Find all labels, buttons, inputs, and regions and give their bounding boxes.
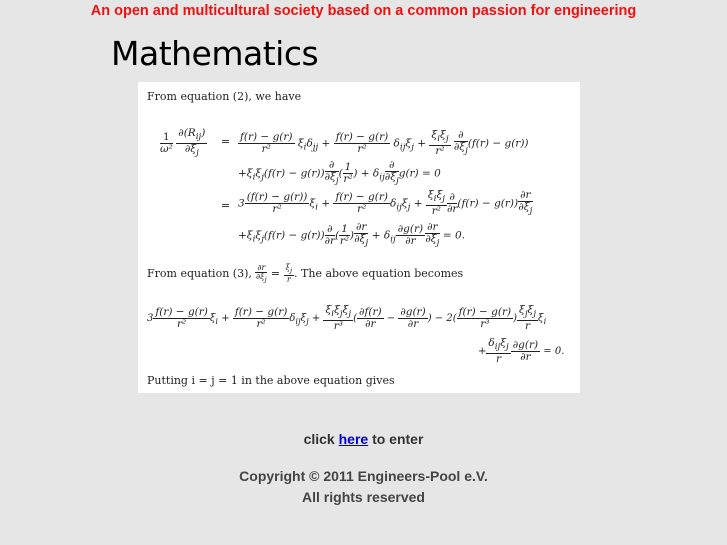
- copyright-text: Copyright © 2011 Engineers-Pool e.V.: [239, 468, 488, 484]
- enter-suffix: to enter: [372, 431, 424, 447]
- math-image-panel: [138, 82, 580, 393]
- eq1-rhs-2: $+\xi_i\xi_j(f(r) - g(r))$ $\frac{\partial}{\partial\xi_j}$ ( $\frac{1}{\text{r²}}$ ) + $\delta_{ij}$ $\frac{\partial}{\partial\xi_j}$ g(r) = 0: [238, 159, 441, 187]
- eq2-line-1: 3 $\frac{f(r) - g(r)}{\text{r²}}$ $\xi_i$ + $\frac{f(r) - g(r)}{\text{r²}}$ $\delta_{ij}\xi_j$ + $\frac{\xi_i\xi_j\xi_j}{\text{r³}}$ ( $\frac{\partial f(r)}{\partial r}$ − $\frac{\partial g(r)}{\partial r}$ ) − 2( $\frac{f(r) - g(r)}{\text{r³}}$ ) $\frac{\xi_j\xi_j}{r}$ $\xi_i$: [147, 304, 547, 333]
- eq1-rhs-4: $+\xi_i\xi_j(f(r) - g(r))$ $\frac{\partial}{\partial r}$ ( $\frac{1}{\text{r²}}$ ) $\frac{\partial r}{\partial\xi_j}$ + $\delta_{ij}$ $\frac{\partial g(r)}{\partial r}$ $\frac{\partial r}{\partial\xi_j}$ = 0.: [238, 221, 466, 249]
- math-text-line-3: Putting i = j = 1 in the above equation gives: [147, 374, 395, 387]
- eq1-rhs-3: 3 $\frac{(f(r) - g(r))}{\text{r²}}$ $\xi_i$ + $\frac{f(r) - g(r)}{\text{r²}}$ $\delta_{ij}\xi_j$ + $\frac{\xi_i\xi_j}{\text{r²}}$ $\frac{\partial}{\partial r}$ (f(r) − g(r)) $\frac{\partial r}{\partial\xi_j}$: [238, 189, 533, 218]
- eq2-line-2: + $\frac{\delta_{ij}\xi_j}{r}$ $\frac{\partial g(r)}{\partial r}$ = 0.: [478, 337, 565, 366]
- math-text-line-1: From equation (2), we have: [147, 90, 302, 103]
- enter-link[interactable]: here: [338, 431, 369, 447]
- page-title: Mathematics: [111, 34, 319, 73]
- math-text-line-2: From equation (3), $\frac{\partial r}{\partial\xi_j}$ = $\frac{\xi_j}{r}$ . The above equation becomes: [147, 263, 464, 284]
- eq1-rhs-1: $\frac{f(r) - g(r)}{\text{r²}}$ $\xi_i\delta_{jj}$ + $\frac{f(r) - g(r)}{\text{r²}}$ $\delta_{ij}\xi_j$ + $\frac{\xi_i\xi_j}{\text{r²}}$ $\frac{\partial}{\partial\xi_j}$ (f(r) − g(r)): [240, 129, 529, 158]
- eq1-equals-2: =: [221, 199, 231, 212]
- eq1-equals: =: [221, 135, 231, 148]
- footer: [0, 466, 727, 508]
- eq1-lhs: $\frac{1}{\text{ω²}}$ $\frac{\partial(R_{ij})}{\partial\xi_j}$: [160, 127, 206, 159]
- rights-text: All rights reserved: [302, 489, 425, 505]
- enter-line: [0, 431, 727, 447]
- enter-prefix: click: [303, 431, 335, 447]
- site-tagline: An open and multicultural society based on a common passion for engineering: [90, 3, 637, 19]
